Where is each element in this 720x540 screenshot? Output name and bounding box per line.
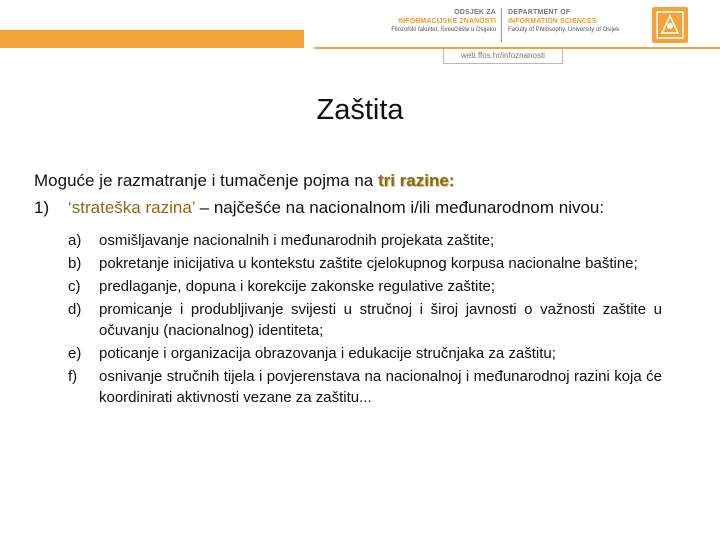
point-text: ‘strateška razina’ – najčešće na nacionalnom i/ili međunarodnom nivou:	[68, 198, 605, 217]
intro-highlight: tri razine:	[377, 171, 455, 190]
numbered-point	[34, 195, 662, 220]
header-accent-bar-left	[0, 30, 304, 48]
department-name-english: DEPARTMENT OF INFORMATION SCIENCES Faculty of Philosophy, University of Osijek	[508, 9, 620, 33]
list-item: c) predlaganje, dopuna i korekcije zakonske regulative zaštite;	[68, 278, 496, 295]
department-emblem-icon	[652, 7, 688, 43]
slide-body	[34, 168, 662, 410]
sub-list	[68, 230, 662, 408]
slide-title: Zaštita	[316, 94, 404, 126]
logo-separator	[501, 8, 502, 42]
department-name-croatian: ODSJEK ZA INFORMACIJSKE ZNANOSTI Filozofski fakultet, Sveučilište u Osijeku	[391, 9, 496, 33]
list-item: f) osnivanje stručnih tijela i povjerenstava na nacionalnoj i međunarodnoj razini koja će koordinirati aktivnosti vezane za zaštitu...	[68, 368, 662, 406]
list-item: e) poticanje i organizacija obrazovanja i edukacije stručnjaka za zaštitu;	[68, 345, 556, 362]
point-number: 1)	[34, 198, 50, 217]
list-item: b) pokretanje inicijativa u kontekstu zaštite cjelokupnog korpusa nacionalne baštine;	[68, 255, 638, 272]
point-quoted-term: ‘strateška razina’	[68, 198, 195, 217]
list-item: d) promicanje i produbljivanje svijesti u stručnoj i široj javnosti o važnosti zaštite u očuvanju (nacionalnog) identiteta;	[68, 301, 662, 339]
intro-line: Moguće je razmatranje i tumačenje pojma na tri razine:	[34, 171, 455, 190]
list-item: a) osmišljavanje nacionalnih i međunarodnih projekata zaštite;	[68, 232, 495, 249]
department-url[interactable]: web.ffos.hr/infoznanosti	[443, 49, 563, 64]
